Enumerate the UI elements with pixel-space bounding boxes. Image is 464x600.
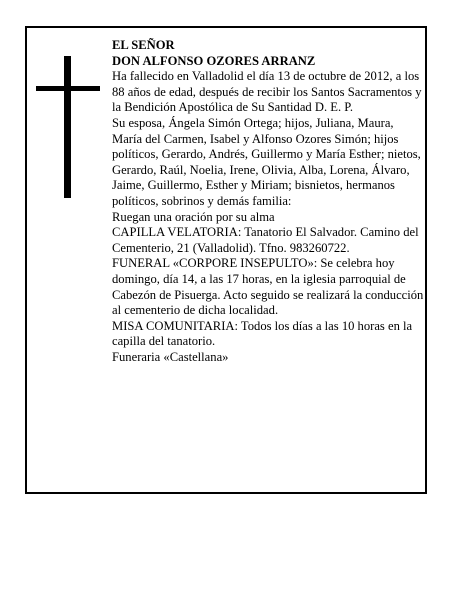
chapel-info: CAPILLA VELATORIA: Tanatorio El Salvador. Camino del Cementerio, 21 (Valladolid). Tfno. 983260722.	[112, 225, 419, 255]
obituary-text	[112, 38, 424, 365]
funeral-home: Funeraria «Castellana»	[112, 349, 229, 364]
latin-cross-icon	[36, 56, 100, 198]
cross-horizontal-bar	[36, 86, 100, 91]
death-announcement: Ha fallecido en Valladolid el día 13 de octubre de 2012, a los 88 años de edad, después de recibir los Santos Sacramentos y la Bendición Apostólica de Su Santidad D. E. P.	[112, 69, 422, 115]
deceased-name: DON ALFONSO OZORES ARRANZ	[112, 53, 316, 68]
funeral-info: FUNERAL «CORPORE INSEPULTO»: Se celebra hoy domingo, día 14, a las 17 horas, en la iglesia parroquial de Cabezón de Pisuerga. Acto seguido se realizará la conducción al cementerio de dicha localidad.	[112, 256, 424, 318]
family-members: Su esposa, Ángela Simón Ortega; hijos, Juliana, Maura, María del Carmen, Isabel y Alfonso Ozores Simón; hijos políticos, Gerardo, Andrés, Guillermo y María Esther; nietos, Gerardo, Raúl, Noelia, Irene, Olivia, Alba, Lorena, Álvaro, Jaime, Guillermo, Esther y Miriam; bisnietos, hermanos políticos, sobrinos y demás familia:	[112, 115, 421, 208]
prayer-request: Ruegan una oración por su alma	[112, 209, 275, 224]
mass-info: MISA COMUNITARIA: Todos los días a las 10 horas en la capilla del tanatorio.	[112, 318, 413, 349]
notice-title: EL SEÑOR	[112, 38, 175, 52]
cross-vertical-bar	[64, 56, 71, 198]
